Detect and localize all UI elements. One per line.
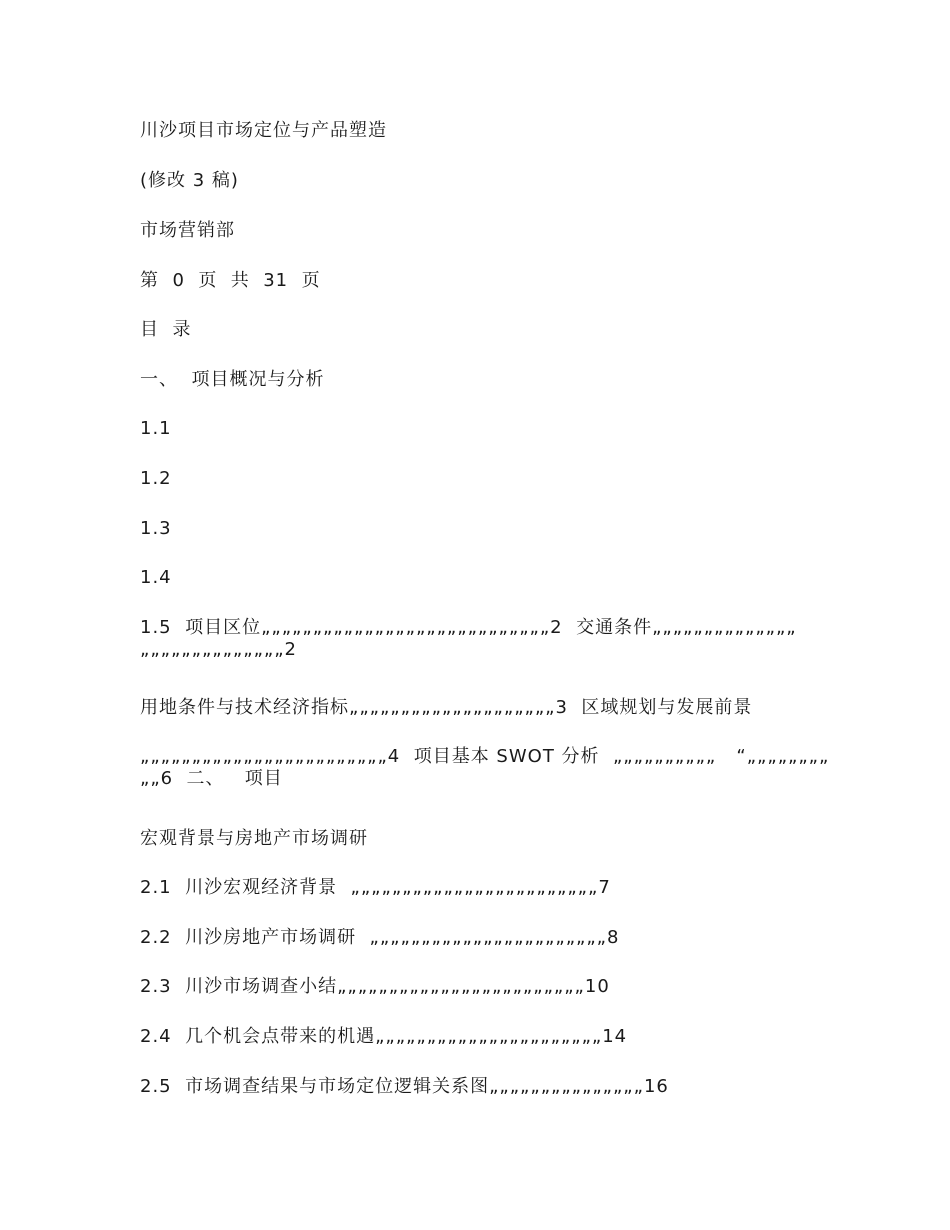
toc-item-1-2: 1.2 — [140, 468, 172, 489]
toc-item-2-1: 2.1 川沙宏观经济背景 „„„„„„„„„„„„„„„„„„„„„„„„7 — [140, 877, 611, 898]
toc-item-2-5: 2.5 市场调查结果与市场定位逻辑关系图„„„„„„„„„„„„„„„16 — [140, 1076, 669, 1097]
toc-paragraph-2: 用地条件与技术经济指标„„„„„„„„„„„„„„„„„„„„3 区域规划与发展前景 — [140, 697, 753, 718]
document-title: 川沙项目市场定位与产品塑造 — [140, 120, 387, 141]
toc-paragraph-3-line-1: „„„„„„„„„„„„„„„„„„„„„„„„4 项目基本 SWOT 分析 „„„„„„„„„„ “„„„„„„„„ — [140, 746, 830, 767]
toc-item-2-3: 2.3 川沙市场调查小结„„„„„„„„„„„„„„„„„„„„„„„„10 — [140, 976, 610, 997]
toc-paragraph-1-line-2: „„„„„„„„„„„„„„2 — [140, 639, 298, 660]
toc-item-1-4: 1.4 — [140, 567, 172, 588]
page-info: 第 0 页 共 31 页 — [140, 270, 321, 291]
toc-paragraph-1 — [140, 617, 820, 661]
toc-paragraph-3-line-2: „„6 二、 项目 — [140, 768, 283, 789]
section2-heading: 宏观背景与房地产市场调研 — [140, 828, 368, 849]
revision-note: (修改 3 稿) — [140, 170, 239, 191]
toc-item-1-1: 1.1 — [140, 418, 172, 439]
department: 市场营销部 — [140, 220, 235, 241]
section1-heading: 一、 项目概况与分析 — [140, 369, 325, 390]
toc-paragraph-3 — [140, 746, 830, 790]
toc-item-2-4: 2.4 几个机会点带来的机遇„„„„„„„„„„„„„„„„„„„„„„14 — [140, 1026, 628, 1047]
toc-item-2-2: 2.2 川沙房地产市场调研 „„„„„„„„„„„„„„„„„„„„„„„8 — [140, 927, 620, 948]
toc-heading: 目 录 — [140, 319, 192, 340]
toc-item-1-3: 1.3 — [140, 518, 172, 539]
toc-paragraph-1-line-1: 1.5 项目区位„„„„„„„„„„„„„„„„„„„„„„„„„„„„2 交通条件„„„„„„„„„„„„„„ — [140, 617, 797, 638]
